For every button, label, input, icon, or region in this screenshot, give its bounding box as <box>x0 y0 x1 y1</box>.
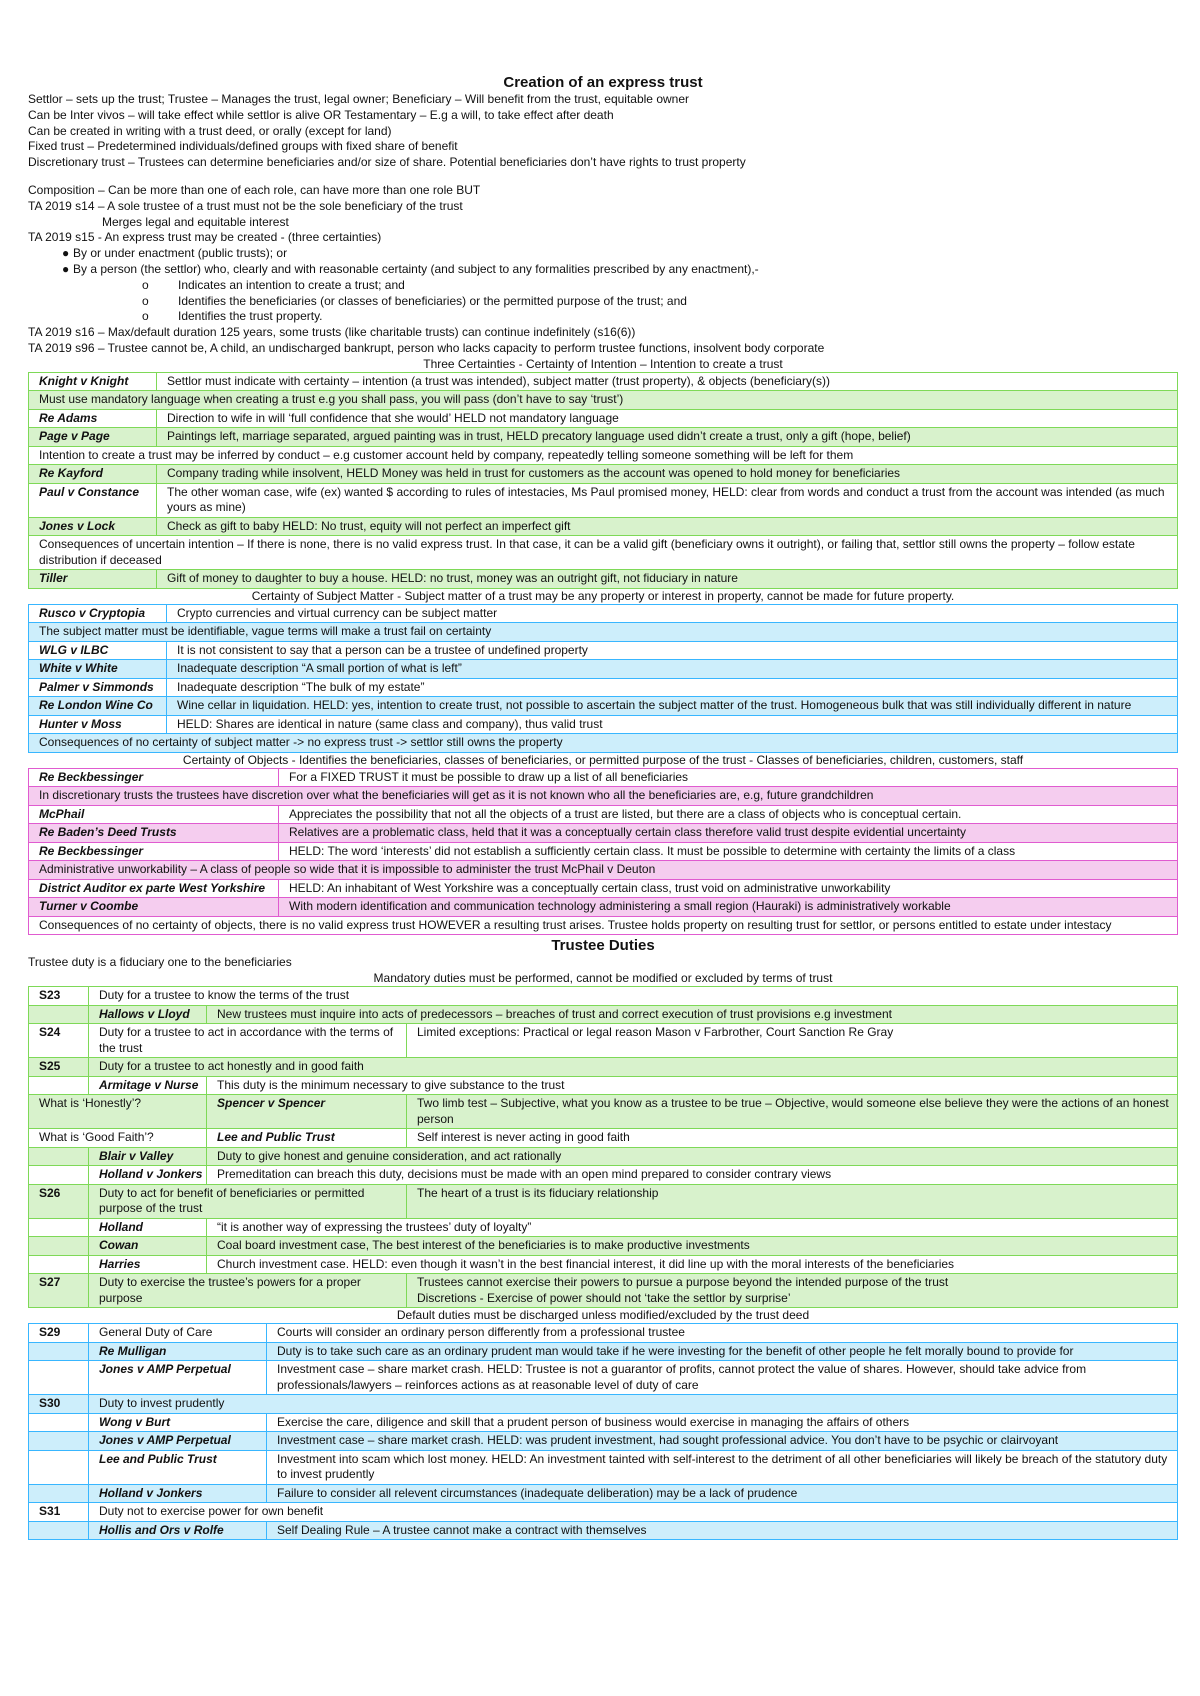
table-row <box>29 1076 1178 1095</box>
table-cell: Paul v Constance <box>29 483 157 517</box>
table-cell: Re London Wine Co <box>29 697 167 716</box>
table-row <box>29 409 1178 428</box>
table-cell <box>29 1432 89 1451</box>
table-cell <box>29 1484 89 1503</box>
table-row <box>29 861 1178 880</box>
objects-heading: Certainty of Objects - Identifies the beneficiaries, classes of beneficiaries, or permitted purpose of the trust - Classes of beneficiaries, children, customers, staff <box>182 752 1024 767</box>
table-cell: S23 <box>29 987 89 1006</box>
document-content <box>28 74 1178 1540</box>
table-cell: S27 <box>29 1274 89 1308</box>
table-cell: Self Dealing Rule – A trustee cannot make a contract with themselves <box>267 1521 1178 1540</box>
table-cell: Inadequate description “The bulk of my estate” <box>167 678 1178 697</box>
default-heading: Default duties must be discharged unless modified/excluded by the trust deed <box>396 1308 810 1323</box>
table-cell: Cowan <box>89 1237 207 1256</box>
table-row <box>29 715 1178 734</box>
table-cell: Palmer v Simmonds <box>29 678 167 697</box>
table-row <box>29 916 1178 935</box>
table-cell: Duty to invest prudently <box>89 1395 1178 1414</box>
table-cell: For a FIXED TRUST it must be possible to draw up a list of all beneficiaries <box>279 768 1178 787</box>
table-cell: Direction to wife in will ‘full confidence that she would’ HELD not mandatory language <box>157 409 1178 428</box>
table-cell: Investment case – share market crash. HELD: Trustee is not a guarantor of profits, cannot protect the value of shares. However, should take advice from professionals/lawyers – reinforces actions as at reasonable level of duty of care <box>267 1361 1178 1395</box>
intro-line: Can be created in writing with a trust deed, or orally (except for land) <box>28 123 392 138</box>
table-cell: Duty for a trustee to act in accordance with the terms of the trust <box>89 1024 407 1058</box>
table-cell <box>29 1413 89 1432</box>
table-row <box>29 1484 1178 1503</box>
table-cell: Appreciates the possibility that not all the objects of a trust are listed, but there are a class of objects who is conceptual certain. <box>279 805 1178 824</box>
table-cell: Tiller <box>29 570 157 589</box>
table-row <box>29 842 1178 861</box>
table-row <box>29 570 1178 589</box>
mandatory-heading: Mandatory duties must be performed, cannot be modified or excluded by terms of trust <box>373 971 833 986</box>
table-row <box>29 1147 1178 1166</box>
s14-line: TA 2019 s14 – A sole trustee of a trust must not be the sole beneficiary of the trust <box>28 198 463 213</box>
table-row <box>29 1395 1178 1414</box>
table-cell: The subject matter must be identifiable, vague terms will make a trust fail on certainty <box>29 623 1178 642</box>
mandatory-duties-table <box>28 986 1178 1308</box>
table-cell: Duty for a trustee to act honestly and in good faith <box>89 1058 1178 1077</box>
table-row <box>29 697 1178 716</box>
table-row <box>29 824 1178 843</box>
table-row <box>29 1237 1178 1256</box>
table-cell: Check as gift to baby HELD: No trust, equity will not perfect an imperfect gift <box>157 517 1178 536</box>
table-cell: S26 <box>29 1184 89 1218</box>
table-cell: It is not consistent to say that a person can be a trustee of undefined property <box>167 641 1178 660</box>
table-cell: What is ‘Good Faith’? <box>29 1129 207 1148</box>
table-cell: “it is another way of expressing the trustees’ duty of loyalty” <box>207 1218 1178 1237</box>
table-row <box>29 898 1178 917</box>
table-cell: New trustees must inquire into acts of predecessors – breaches of trust and correct execution of trust provisions e.g investment <box>207 1005 1178 1024</box>
table-row <box>29 768 1178 787</box>
table-cell: McPhail <box>29 805 279 824</box>
table-row <box>29 465 1178 484</box>
table-cell: Two limb test – Subjective, what you know as a trustee to be true – Objective, would someone else believe they were the actions of an honest person <box>407 1095 1178 1129</box>
table-cell: Hollis and Ors v Rolfe <box>89 1521 267 1540</box>
s16-line: TA 2019 s16 – Max/default duration 125 years, some trusts (like charitable trusts) can continue indefinitely (s16(6)) <box>28 325 636 340</box>
table-cell <box>29 1237 89 1256</box>
table-row <box>29 987 1178 1006</box>
table-cell: Knight v Knight <box>29 372 157 391</box>
table-cell: Must use mandatory language when creating a trust e.g you shall pass, you will pass (don’t have to say ‘trust’) <box>29 391 1178 410</box>
table-row <box>29 1503 1178 1522</box>
table-cell <box>29 1005 89 1024</box>
table-cell: Crypto currencies and virtual currency can be subject matter <box>167 604 1178 623</box>
table-row <box>29 805 1178 824</box>
default-duties-table <box>28 1323 1178 1540</box>
table-cell <box>29 1342 89 1361</box>
subject-table <box>28 604 1178 753</box>
intro-line: Fixed trust – Predetermined individuals/defined groups with fixed share of benefit <box>28 139 458 154</box>
table-cell: Turner v Coombe <box>29 898 279 917</box>
table-cell: Holland v Jonkers <box>89 1166 207 1185</box>
table-row <box>29 1024 1178 1058</box>
table-cell <box>29 1521 89 1540</box>
table-cell: Armitage v Nurse <box>89 1076 207 1095</box>
table-row <box>29 446 1178 465</box>
table-row <box>29 391 1178 410</box>
table-cell: Duty to exercise the trustee’s powers for a proper purpose <box>89 1274 407 1308</box>
table-cell: Gift of money to daughter to buy a house. HELD: no trust, money was an outright gift, not fiduciary in nature <box>157 570 1178 589</box>
table-cell: Hunter v Moss <box>29 715 167 734</box>
table-cell <box>29 1147 89 1166</box>
table-row <box>29 879 1178 898</box>
table-cell <box>29 1450 89 1484</box>
table-cell: Duty for a trustee to know the terms of the trust <box>89 987 1178 1006</box>
table-row <box>29 1218 1178 1237</box>
table-cell <box>29 1166 89 1185</box>
s15-line: TA 2019 s15 - An express trust may be created - (three certainties) <box>28 230 382 245</box>
table-row <box>29 1166 1178 1185</box>
table-row <box>29 1432 1178 1451</box>
table-cell: S29 <box>29 1324 89 1343</box>
table-cell: Re Adams <box>29 409 157 428</box>
table-cell: Premeditation can breach this duty, decisions must be made with an open mind prepared to consider contrary views <box>207 1166 1178 1185</box>
table-cell: Consequences of no certainty of objects, there is no valid express trust HOWEVER a resulting trust arises. Trustee holds property on resulting trust for settlor, or persons entitled to estate under intestacy <box>29 916 1178 935</box>
table-cell: Holland <box>89 1218 207 1237</box>
table-row <box>29 1521 1178 1540</box>
table-cell: S25 <box>29 1058 89 1077</box>
subject-heading: Certainty of Subject Matter - Subject matter of a trust may be any property or interest in property, cannot be made for future property. <box>251 588 955 603</box>
table-row <box>29 483 1178 517</box>
table-cell: Courts will consider an ordinary person differently from a professional trustee <box>267 1324 1178 1343</box>
table-cell: Lee and Public Trust <box>207 1129 407 1148</box>
table-cell: Duty to act for benefit of beneficiaries or permitted purpose of the trust <box>89 1184 407 1218</box>
table-cell <box>29 1076 89 1095</box>
table-row <box>29 641 1178 660</box>
table-cell: Failure to consider all relevent circumstances (inadequate deliberation) may be a lack of prudence <box>267 1484 1178 1503</box>
table-cell: Spencer v Spencer <box>207 1095 407 1129</box>
table-cell <box>29 1255 89 1274</box>
table-cell <box>29 1361 89 1395</box>
table-cell: Wine cellar in liquidation. HELD: yes, intention to create trust, not possible to ascertain the subject matter of the trust. Homogeneous bulk that was still individually different in nature <box>167 697 1178 716</box>
express-trust-title: Creation of an express trust <box>503 74 703 91</box>
table-cell: What is ‘Honestly’? <box>29 1095 207 1129</box>
table-cell: Hallows v Lloyd <box>89 1005 207 1024</box>
table-cell: WLG v ILBC <box>29 641 167 660</box>
merges-line: Merges legal and equitable interest <box>102 214 289 229</box>
table-cell: White v White <box>29 660 167 679</box>
table-row <box>29 1095 1178 1129</box>
table-cell: Re Mulligan <box>89 1342 267 1361</box>
table-row <box>29 1255 1178 1274</box>
table-cell: Settlor must indicate with certainty – intention (a trust was intended), subject matter (trust property), & objects (beneficiary(s)) <box>157 372 1178 391</box>
table-row <box>29 660 1178 679</box>
table-cell: General Duty of Care <box>89 1324 267 1343</box>
table-cell: HELD: The word ‘interests’ did not establish a sufficiently certain class. It must be possible to determine with certainty the limits of a class <box>279 842 1178 861</box>
table-cell: Administrative unworkability – A class of people so wide that it is impossible to administer the trust McPhail v Deuton <box>29 861 1178 880</box>
table-cell: Duty to give honest and genuine consideration, and act rationally <box>207 1147 1178 1166</box>
table-cell: Jones v Lock <box>29 517 157 536</box>
table-cell: Relatives are a problematic class, held that it was a conceptually certain class therefore valid trust despite evidential uncertainty <box>279 824 1178 843</box>
table-cell: Inadequate description “A small portion of what is left” <box>167 660 1178 679</box>
table-row <box>29 1342 1178 1361</box>
table-row <box>29 1361 1178 1395</box>
table-cell: Church investment case. HELD: even though it wasn’t in the best financial interest, it did line up with the moral interests of the beneficiaries <box>207 1255 1178 1274</box>
table-cell: Re Beckbessinger <box>29 768 279 787</box>
table-cell: Lee and Public Trust <box>89 1450 267 1484</box>
objects-table <box>28 768 1178 936</box>
table-cell: Rusco v Cryptopia <box>29 604 167 623</box>
table-cell: Duty is to take such care as an ordinary prudent man would take if he were investing for the benefit of other people he felt morally bound to provide for <box>267 1342 1178 1361</box>
table-cell: Holland v Jonkers <box>89 1484 267 1503</box>
bullet-item: ● By a person (the settlor) who, clearly and with reasonable certainty (and subject to any formalities prescribed by any enactment),- <box>62 261 759 276</box>
table-cell: HELD: An inhabitant of West Yorkshire was a conceptually certain class, trust void on administrative unworkability <box>279 879 1178 898</box>
table-cell: S30 <box>29 1395 89 1414</box>
table-row <box>29 1058 1178 1077</box>
table-row <box>29 1450 1178 1484</box>
table-cell: Investment into scam which lost money. HELD: An investment tainted with self-interest to the detriment of all other beneficiaries will likely be breach of the statutory duty to invest prudently <box>267 1450 1178 1484</box>
table-cell: The other woman case, wife (ex) wanted $ according to rules of intestacies, Ms Paul promised money, HELD: clear from words and conduct a trust from the account was intended (as much yours as mine) <box>157 483 1178 517</box>
table-cell: S31 <box>29 1503 89 1522</box>
table-cell: With modern identification and communication technology administering a small region (Hauraki) is administratively workable <box>279 898 1178 917</box>
table-row <box>29 1324 1178 1343</box>
table-cell: Company trading while insolvent, HELD Money was held in trust for customers as the account was opened to hold money for beneficiaries <box>157 465 1178 484</box>
intro-line: Settlor – sets up the trust; Trustee – Manages the trust, legal owner; Beneficiary – Will benefit from the trust, equitable owner <box>28 92 689 106</box>
table-cell: Re Baden’s Deed Trusts <box>29 824 279 843</box>
table-cell: Re Beckbessinger <box>29 842 279 861</box>
table-cell: This duty is the minimum necessary to give substance to the trust <box>207 1076 1178 1095</box>
trustee-duties-title: Trustee Duties <box>551 937 655 955</box>
sub-bullet-item: o Identifies the beneficiaries (or classes of beneficiaries) or the permitted purpose of the trust; and <box>142 293 687 308</box>
table-row <box>29 517 1178 536</box>
table-cell <box>29 1218 89 1237</box>
table-cell: Jones v AMP Perpetual <box>89 1432 267 1451</box>
table-cell: Re Kayford <box>29 465 157 484</box>
table-cell: Blair v Valley <box>89 1147 207 1166</box>
table-row <box>29 1184 1178 1218</box>
intention-heading: Three Certainties - Certainty of Intention – Intention to create a trust <box>423 356 783 371</box>
table-cell: HELD: Shares are identical in nature (same class and company), thus valid trust <box>167 715 1178 734</box>
table-row <box>29 734 1178 753</box>
table-cell: Limited exceptions: Practical or legal reason Mason v Farbrother, Court Sanction Re Gray <box>407 1024 1178 1058</box>
intro-line: Can be Inter vivos – will take effect while settlor is alive OR Testamentary – E.g a will, to take effect after death <box>28 107 614 122</box>
table-cell: Wong v Burt <box>89 1413 267 1432</box>
table-cell: Intention to create a trust may be inferred by conduct – e.g customer account held by company, repeatedly telling someone something will be left for them <box>29 446 1178 465</box>
table-cell: Coal board investment case, The best interest of the beneficiaries is to make productive investments <box>207 1237 1178 1256</box>
table-row <box>29 623 1178 642</box>
table-cell: Jones v AMP Perpetual <box>89 1361 267 1395</box>
intention-table <box>28 372 1178 589</box>
table-row <box>29 678 1178 697</box>
sub-bullet-item: o Indicates an intention to create a trust; and <box>142 277 405 292</box>
table-row <box>29 1413 1178 1432</box>
table-cell: Consequences of no certainty of subject matter -> no express trust -> settlor still owns the property <box>29 734 1178 753</box>
sub-bullet-item: o Identifies the trust property. <box>142 309 323 324</box>
table-row <box>29 1274 1178 1308</box>
composition-line: Composition – Can be more than one of each role, can have more than one role BUT <box>28 182 481 197</box>
table-cell: Duty not to exercise power for own benefit <box>89 1503 1178 1522</box>
table-cell: Self interest is never acting in good faith <box>407 1129 1178 1148</box>
table-row <box>29 536 1178 570</box>
table-row <box>29 1005 1178 1024</box>
table-cell: The heart of a trust is its fiduciary relationship <box>407 1184 1178 1218</box>
intro-line: Discretionary trust – Trustees can determine beneficiaries and/or size of share. Potential beneficiaries don’t have rights to trust property <box>28 155 746 170</box>
bullet-item: ● By or under enactment (public trusts); or <box>62 246 288 261</box>
table-cell: Page v Page <box>29 428 157 447</box>
table-row <box>29 604 1178 623</box>
table-row <box>29 1129 1178 1148</box>
table-cell: Trustees cannot exercise their powers to pursue a purpose beyond the intended purpose of the trust Discretions - Exercise of power should not ‘take the settlor by surprise’ <box>407 1274 1178 1308</box>
table-cell: District Auditor ex parte West Yorkshire <box>29 879 279 898</box>
table-cell: In discretionary trusts the trustees have discretion over what the beneficiaries will get as it is not known who all the beneficiaries are, e.g, future grandchildren <box>29 787 1178 806</box>
table-cell: Exercise the care, diligence and skill that a prudent person of business would exercise in managing the affairs of others <box>267 1413 1178 1432</box>
table-cell: Paintings left, marriage separated, argued painting was in trust, HELD precatory language used didn’t create a trust, only a gift (hope, belief) <box>157 428 1178 447</box>
duties-intro: Trustee duty is a fiduciary one to the beneficiaries <box>28 955 292 970</box>
table-row <box>29 787 1178 806</box>
s96-line: TA 2019 s96 – Trustee cannot be, A child, an undischarged bankrupt, person who lacks capacity to perform trustee functions, insolvent body corporate <box>28 340 825 355</box>
table-row <box>29 372 1178 391</box>
table-cell: Consequences of uncertain intention – If there is none, there is no valid express trust. In that case, it can be a valid gift (beneficiary owns it outright), or failing that, settlor still owns the property – follow estate distribution if deceased <box>29 536 1178 570</box>
table-cell: Investment case – share market crash. HELD: was prudent investment, had sought professional advice. You don’t have to be psychic or clairvoyant <box>267 1432 1178 1451</box>
table-cell: Harries <box>89 1255 207 1274</box>
table-cell: S24 <box>29 1024 89 1058</box>
table-row <box>29 428 1178 447</box>
